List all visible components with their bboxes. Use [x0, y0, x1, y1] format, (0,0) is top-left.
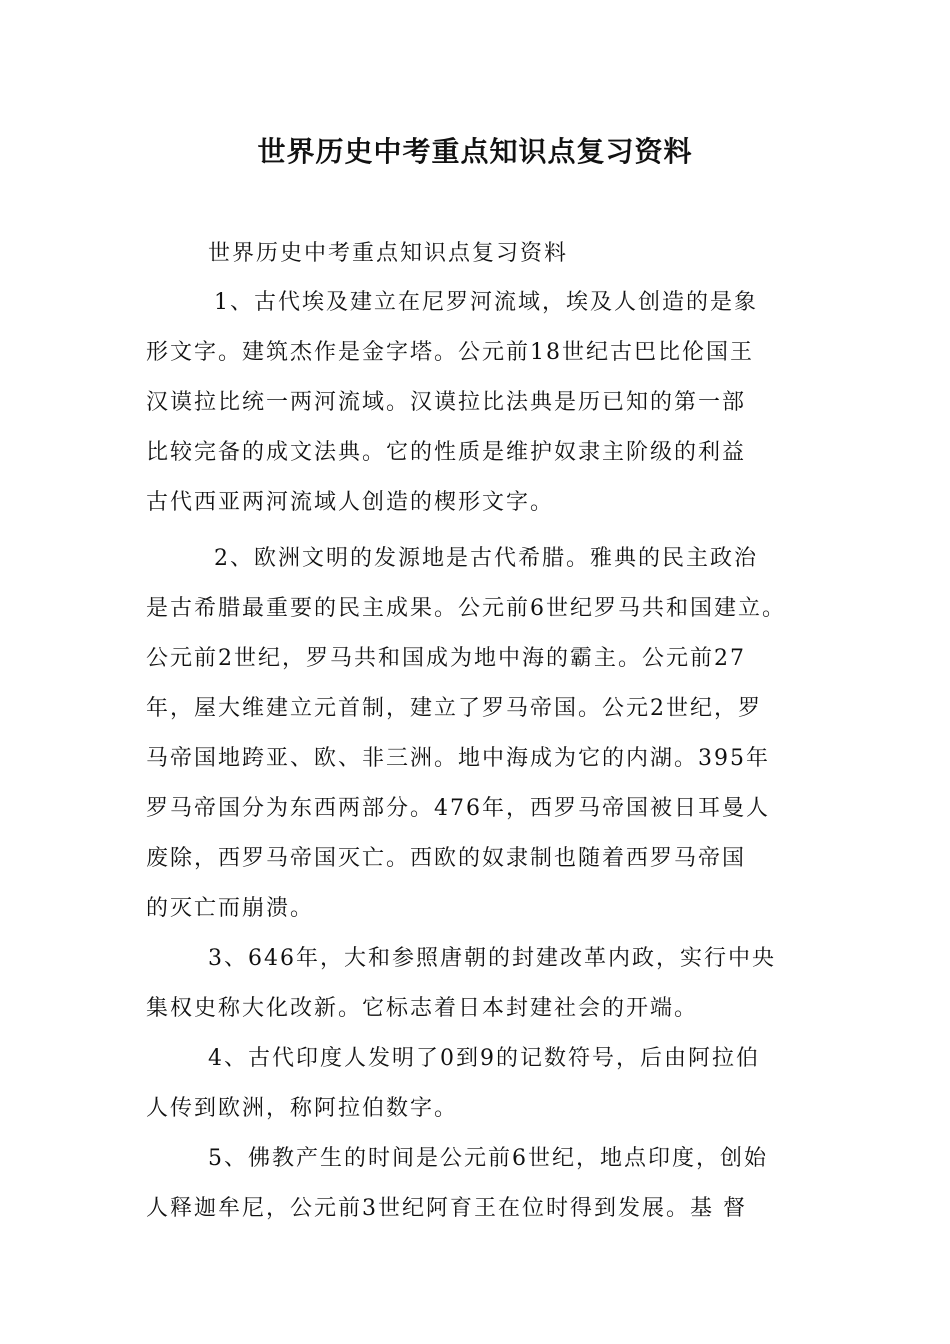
paragraph-5 [146, 1142, 816, 1242]
paragraph-line: 废除，西罗马帝国灭亡。西欧的奴隶制也随着西罗马帝国 [146, 846, 747, 871]
document-title: 世界历史中考重点知识点复习资料 [257, 135, 693, 168]
paragraph-4 [146, 1042, 816, 1142]
paragraph-line: 汉谟拉比统一两河流域。汉谟拉比法典是历已知的第一部 [146, 390, 747, 415]
paragraph-line: 2、欧洲文明的发源地是古代希腊。雅典的民主政治 [214, 546, 758, 571]
paragraph-line: 3、646年，大和参照唐朝的封建改革内政，实行中央 [208, 946, 776, 971]
paragraph-line: 形文字。建筑杰作是金字塔。公元前18世纪古巴比伦国王 [146, 340, 754, 365]
paragraph-line: 公元前2世纪，罗马共和国成为地中海的霸主。公元前27 [146, 646, 746, 671]
paragraph-3 [146, 942, 816, 1042]
paragraph-line: 人传到欧洲，称阿拉伯数字。 [146, 1096, 459, 1121]
paragraph-line: 1、古代埃及建立在尼罗河流域，埃及人创造的是象 [214, 290, 758, 315]
paragraph-line: 罗马帝国分为东西两部分。476年，西罗马帝国被日耳曼人 [146, 796, 770, 821]
paragraph-line: 的灭亡而崩溃。 [146, 896, 315, 921]
document-body [146, 286, 816, 1242]
paragraph-line: 4、古代印度人发明了0到9的记数符号，后由阿拉伯 [208, 1046, 760, 1071]
paragraph-line: 是古希腊最重要的民主成果。公元前6世纪罗马共和国建立。 [146, 596, 786, 621]
paragraph-line: 5、佛教产生的时间是公元前6世纪，地点印度，创始 [208, 1146, 768, 1171]
paragraph-1 [146, 286, 816, 536]
document-subtitle: 世界历史中考重点知识点复习资料 [208, 241, 569, 266]
paragraph-2 [146, 542, 816, 942]
paragraph-line: 年，屋大维建立元首制，建立了罗马帝国。公元2世纪，罗 [146, 696, 762, 721]
paragraph-line: 古代西亚两河流域人创造的楔形文字。 [146, 490, 555, 515]
paragraph-line: 集权史称大化改新。它标志着日本封建社会的开端。 [146, 996, 699, 1021]
paragraph-line: 马帝国地跨亚、欧、非三洲。地中海成为它的内湖。395年 [146, 746, 770, 771]
paragraph-line: 人释迦牟尼，公元前3世纪阿育王在位时得到发展。基 督 [146, 1196, 747, 1221]
paragraph-line: 比较完备的成文法典。它的性质是维护奴隶主阶级的利益 [146, 440, 747, 465]
